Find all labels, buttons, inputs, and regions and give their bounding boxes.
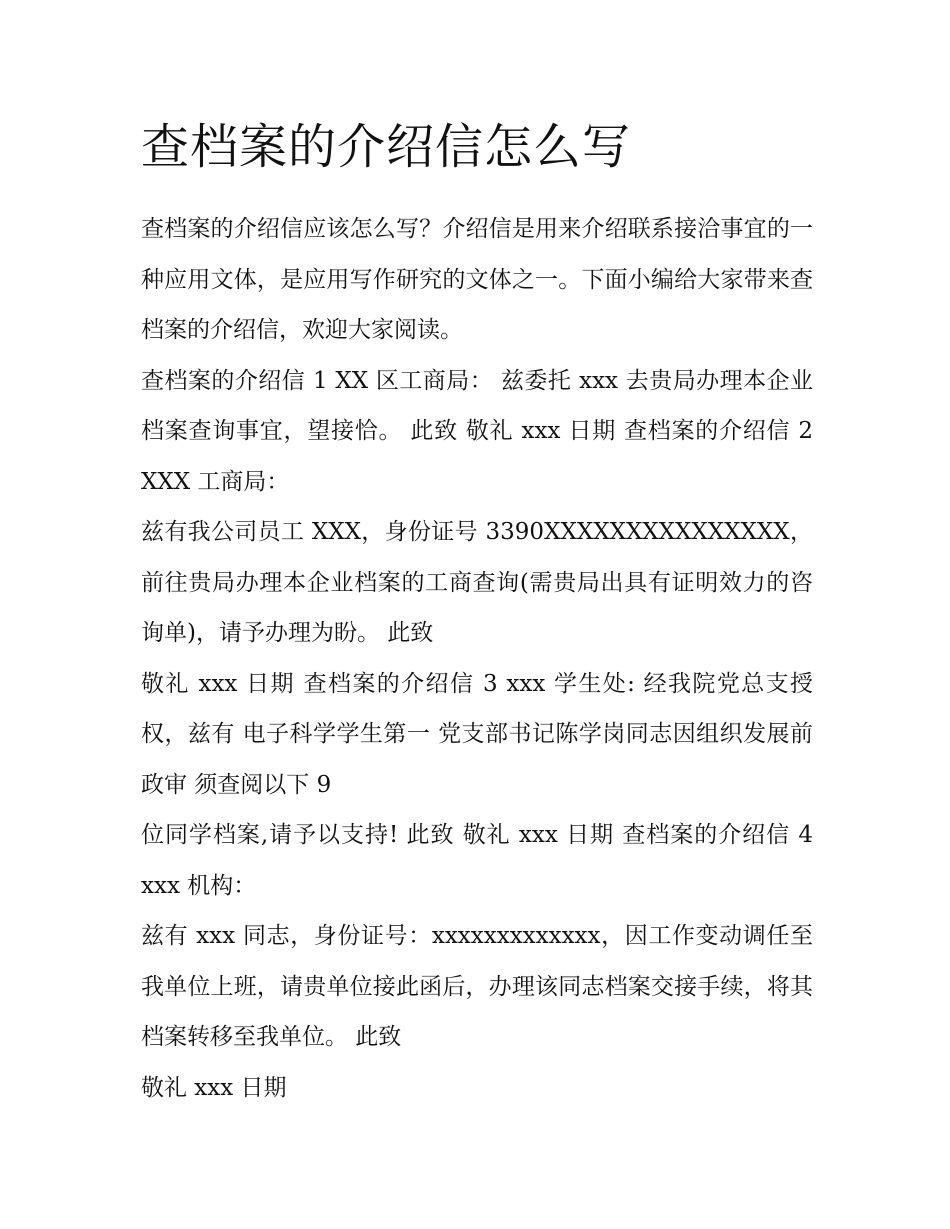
paragraph-letter-3-cont: 位同学档案,请予以支持! 此致 敬礼 xxx 日期 查档案的介绍信 4 xxx 机构： xyxy=(141,822,813,899)
paragraph-letter-4: 兹有 xxx 同志，身份证号：xxxxxxxxxxxxx，因工作变动调任至我单位上班，请贵单位接此函后，办理该同志档案交接手续，将其档案转移至我单位。 此致 xyxy=(141,923,813,1050)
paragraph-letter-3: 敬礼 xxx 日期 查档案的介绍信 3 xxx 学生处: 经我院党总支授权，兹有 电子科学学生第一 党支部书记陈学岗同志因组织发展前政审 须查阅以下 9 xyxy=(141,670,813,798)
paragraph-closing: 敬礼 xxx 日期 xyxy=(141,1074,287,1101)
document-page xyxy=(141,112,813,1113)
document-title: 查档案的介绍信怎么写 xyxy=(141,119,632,175)
paragraph-intro: 查档案的介绍信应该怎么写？介绍信是用来介绍联系接洽事宜的一种应用文体，是应用写作研究的文体之一。下面小编给大家带来查档案的介绍信，欢迎大家阅读。 xyxy=(141,216,813,343)
paragraph-letter-1: 查档案的介绍信 1 XX 区工商局： 兹委托 xxx 去贵局办理本企业档案查询事宜，望接恰。 此致 敬礼 xxx 日期 查档案的介绍信 2 XXX 工商局： xyxy=(141,367,813,495)
paragraph-letter-2: 兹有我公司员工 XXX，身份证号 3390XXXXXXXXXXXXXXX，前往贵局办理本企业档案的工商查询(需贵局出具有证明效力的咨询单)，请予办理为盼。 此致 xyxy=(141,519,813,646)
